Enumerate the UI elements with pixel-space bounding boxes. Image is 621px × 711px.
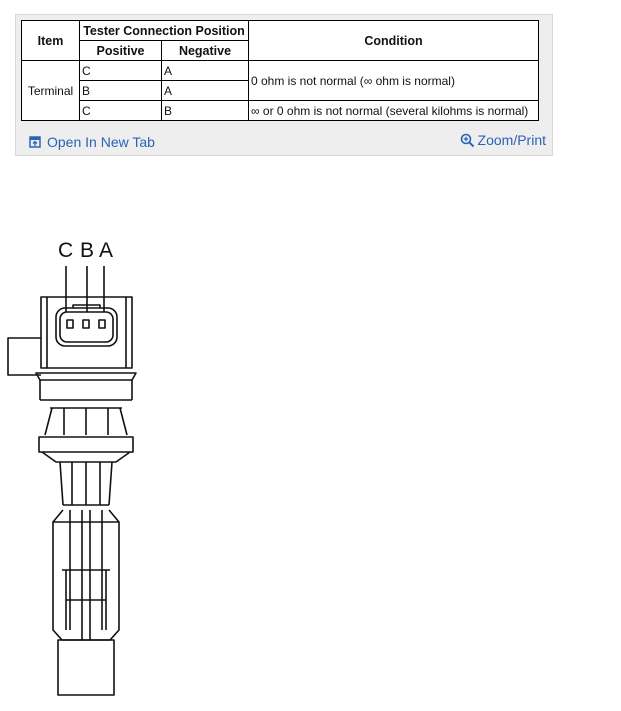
spec-table-panel: [15, 14, 553, 156]
negative-cell: A: [162, 81, 249, 101]
header-positive: Positive: [80, 41, 162, 61]
header-item: Item: [22, 21, 80, 61]
header-negative: Negative: [162, 41, 249, 61]
table-row: [22, 61, 539, 81]
header-tester-connection-position: Tester Connection Position: [80, 21, 249, 41]
open-new-tab-icon: [29, 136, 41, 148]
pin-label-b: B: [80, 239, 95, 262]
positive-cell: C: [80, 61, 162, 81]
negative-cell: A: [162, 61, 249, 81]
ignition-coil-diagram: [0, 230, 160, 705]
zoom-print-label: Zoom/Print: [477, 132, 546, 148]
zoom-in-icon: [460, 133, 475, 148]
positive-cell: C: [80, 101, 162, 121]
item-cell: Terminal: [22, 61, 80, 121]
pin-label-a: A: [99, 239, 114, 262]
open-in-new-tab-label: Open In New Tab: [47, 134, 155, 150]
positive-cell: B: [80, 81, 162, 101]
negative-cell: B: [162, 101, 249, 121]
spec-table: [21, 20, 539, 121]
pin-label-c: C: [58, 239, 74, 262]
open-in-new-tab-link[interactable]: [29, 134, 155, 150]
zoom-print-link[interactable]: [460, 132, 546, 148]
header-condition: Condition: [249, 21, 539, 61]
ignition-coil-drawing: [0, 230, 160, 705]
table-row: [22, 101, 539, 121]
table-header-row: [22, 21, 539, 41]
condition-cell: 0 ohm is not normal (∞ ohm is normal): [249, 61, 539, 101]
panel-footer: [16, 128, 552, 154]
condition-cell: ∞ or 0 ohm is not normal (several kilohms is normal): [249, 101, 539, 121]
